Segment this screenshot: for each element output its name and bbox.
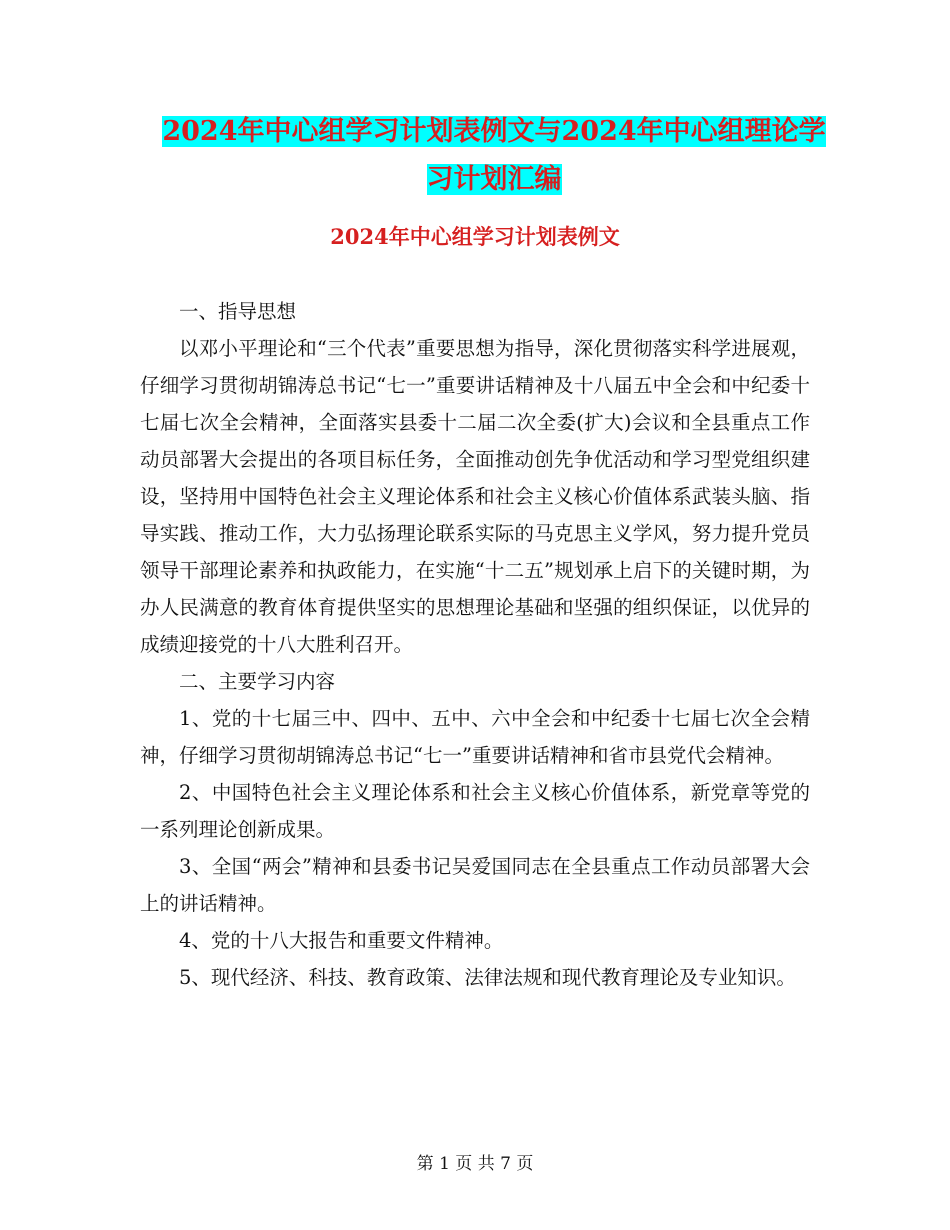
list-item-5: 5、现代经济、科技、教育政策、法律法规和现代教育理论及专业知识。 xyxy=(179,966,796,989)
list-item-3: 3、全国“两会”精神和县委书记吴爱国同志在全县重点工作动员部署大会上的讲话精神。 xyxy=(140,855,810,915)
document-title xyxy=(160,108,828,204)
heading-main-content: 二、主要学习内容 xyxy=(179,670,336,693)
page-number-footer: 第 1 页 共 7 页 xyxy=(416,1154,534,1174)
list-item-2: 2、中国特色社会主义理论体系和社会主义核心价值体系，新党章等党的一系列理论创新成果。 xyxy=(140,781,810,841)
document-body xyxy=(140,293,810,996)
document-title-line-2: 习计划汇编 xyxy=(426,164,562,195)
list-item-4: 4、党的十八大报告和重要文件精神。 xyxy=(179,929,504,952)
heading-guiding-thought: 一、指导思想 xyxy=(179,300,297,323)
list-item-1: 1、党的十七届三中、四中、五中、六中全会和中纪委十七届七次全会精神，仔细学习贯彻胡锦涛总书记“七一”重要讲话精神和省市县党代会精神。 xyxy=(140,707,810,767)
document-title-line-1: 2024年中心组学习计划表例文与2024年中心组理论学 xyxy=(162,116,826,147)
section-title: 2024年中心组学习计划表例文 xyxy=(330,224,620,249)
paragraph-guiding-thought: 以邓小平理论和“三个代表”重要思想为指导，深化贯彻落实科学进展观，仔细学习贯彻胡锦涛总书记“七一”重要讲话精神及十八届五中全会和中纪委十七届七次全会精神，全面落实县委十二届二次全委(扩大)会议和全县重点工作动员部署大会提出的各项目标任务，全面推动创先争优活动和学习型党组织建设，坚持用中国特色社会主义理论体系和社会主义核心价值体系武装头脑、指导实践、推动工作，大力弘扬理论联系实际的马克思主义学风，努力提升党员领导干部理论素养和执政能力，在实施“十二五”规划承上启下的关键时期，为办人民满意的教育体育提供坚实的思想理论基础和坚强的组织保证，以优异的成绩迎接党的十八大胜利召开。 xyxy=(140,337,810,656)
